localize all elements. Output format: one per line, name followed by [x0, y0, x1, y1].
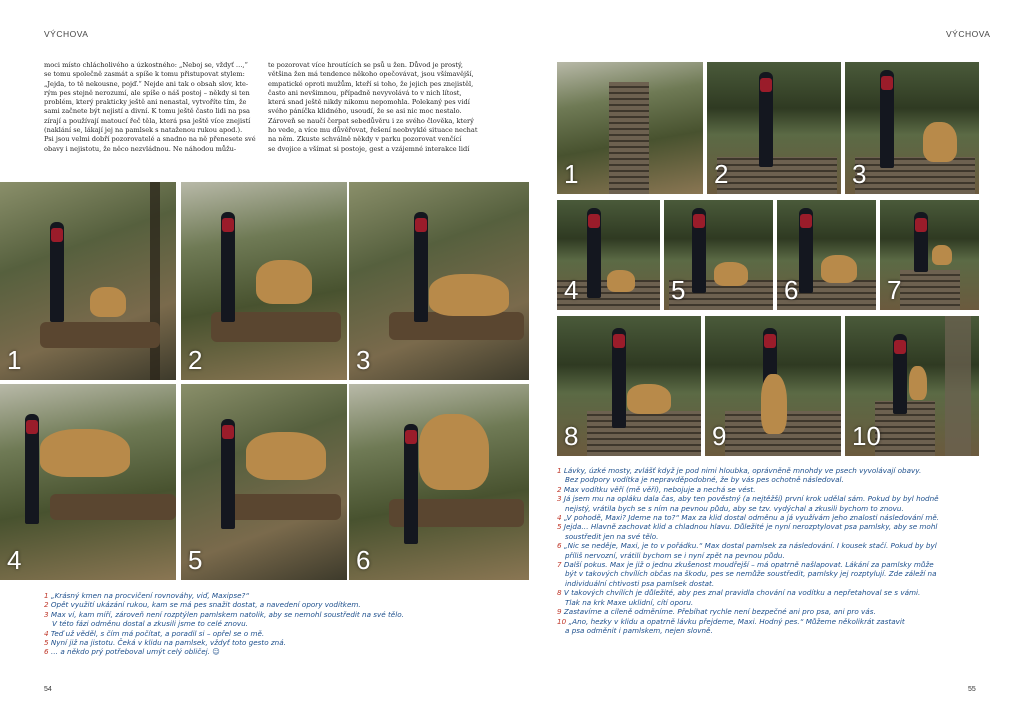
caption-text: soustředit jen na své tělo.: [565, 531, 659, 541]
caption-number: 3: [44, 609, 49, 619]
caption-line: [557, 607, 987, 616]
caption-line: [557, 579, 987, 588]
caption-line: [557, 626, 987, 635]
caption-text: „Ano, hezky v klidu a opatrně lávku přejdeme, Maxi. Hodný pes.“ Můžeme několikrát zastavit: [566, 616, 905, 626]
caption-line: [557, 598, 987, 607]
caption-line: [557, 588, 987, 597]
caption-line: [557, 522, 987, 531]
photo-number: 2: [714, 159, 729, 189]
caption-number: 1: [44, 591, 49, 600]
photo-number: 9: [712, 421, 727, 451]
photo-right-2: [707, 62, 841, 194]
caption-text: V této fázi odměnu dostal a zkusili jsme to celé znovu.: [52, 619, 248, 629]
caption-line: [557, 485, 987, 494]
caption-text: Max ví, kam míří, zároveň není rozptýlen pamlskem natolik, aby se nemohl soustředit na své tělo.: [48, 609, 404, 619]
text-line: ho vede, a více mu důvěřovat, řešení neobvyklé situace nechat: [268, 126, 478, 135]
caption-line: [44, 600, 504, 609]
photo-right-3: [845, 62, 979, 194]
caption-number: 2: [557, 484, 562, 494]
caption-number: 4: [557, 513, 562, 523]
text-line: sami začnete být nejistí a divní. K tomu ještě často lidi na psa: [44, 107, 250, 116]
photo-number: 1: [7, 345, 22, 375]
photo-right-8: [557, 316, 701, 456]
caption-text: Max vodítku věří (mě věří), nebojuje a nechá se vést.: [561, 484, 756, 494]
text-line: moci místo chlácholivého a úzkostného: „Neboj se, vždyť …,“: [44, 61, 248, 69]
caption-number: 10: [557, 616, 567, 626]
photo-left-2: [181, 182, 347, 380]
photo-right-9: [705, 316, 841, 456]
photo-number: 10: [852, 421, 881, 451]
photo-right-10: [845, 316, 979, 456]
caption-line: [557, 569, 987, 578]
caption-text: „V pohodě, Maxi? Jdeme na to?“ Max za klid dostal odměnu a já využívám jeho znalosti následování mě.: [561, 513, 940, 523]
caption-text: Zastavíme a cíleně odměníme. Přebíhat rychle není bezpečné ani pro psa, ani pro vás.: [561, 607, 876, 617]
body-text-column-1: [44, 61, 256, 154]
caption-line: [44, 647, 504, 656]
photo-number: 5: [188, 545, 203, 575]
caption-text: individuální chtivosti psa pamlsek dostat.: [565, 578, 715, 588]
caption-text: Tlak na krk Maxe uklidní, cítí oporu.: [565, 597, 694, 607]
caption-text: Bez podpory vodítka je nepravděpodobné, že by vás pes ochotně následoval.: [565, 475, 844, 485]
caption-number: 6: [44, 647, 49, 657]
caption-line: [44, 591, 504, 600]
text-line: se dvojice a všímat si postoje, gest a vzájemné interakce lidí: [268, 144, 470, 153]
text-line: na něm. Zkuste schválně někdy v parku pozorovat venčící: [268, 135, 462, 144]
text-line: problém, který prakticky ještě ani nenastal, vytvoříte tím, že: [44, 98, 247, 107]
caption-line: [44, 619, 504, 628]
photo-number: 1: [564, 159, 579, 189]
photo-number: 2: [188, 345, 203, 375]
caption-text: Teď už věděl, s čím má počítat, a poradil si – opřel se o mě.: [48, 628, 265, 638]
text-line: „Jejda, to tě nekousne, pojď.“ Nejde ani tak o obsah slov, kte-: [44, 79, 249, 88]
text-line: zírají a používají matoucí řeč těla, která psa ještě více znejistí: [44, 116, 251, 125]
text-line: obavy i nejistotu, že něco nezvládnou. Ne náhodou můžu-: [44, 144, 237, 153]
photo-number: 7: [887, 275, 902, 305]
caption-number: 2: [44, 600, 49, 610]
photo-right-7: [880, 200, 979, 310]
section-header-left: VÝCHOVA: [44, 29, 89, 39]
text-line: která snad ještě nikdy nikomu nepomohla. Polekaný pes vidí: [268, 98, 470, 107]
text-line: často ani nevšimnou, případně nevyvolává to v nich lítost,: [268, 88, 462, 97]
caption-line: [557, 504, 987, 513]
photo-number: 6: [356, 545, 371, 575]
caption-number: 9: [557, 607, 562, 617]
caption-text: Já jsem mu na opláku dala čas, aby ten pověstný (a nejtěžší) první krok udělal sám. Pokud by byl hodně: [561, 494, 939, 504]
caption-number: 1: [557, 466, 562, 475]
caption-line: [557, 466, 987, 475]
caption-number: 5: [44, 638, 49, 648]
caption-number: 8: [557, 588, 562, 598]
caption-text: být v takových chvílích občas na škodu, pes se nemůže soustředit, pamlsky jej rozptylují. Zde záleží na: [565, 569, 937, 579]
photo-number: 3: [356, 345, 371, 375]
photo-captions-left: [44, 591, 504, 657]
photo-left-3: [349, 182, 529, 380]
caption-number: 5: [557, 522, 562, 532]
text-line: te pozorovat více hroutících se psů u žen. Důvod je prostý,: [268, 61, 463, 69]
caption-line: [557, 560, 987, 569]
caption-text: Opět využití ukázání rukou, kam se má pes snažit dostat, a navedení opory vodítkem.: [48, 600, 361, 610]
caption-line: [557, 541, 987, 550]
caption-text: Další pokus. Max je již o jednu zkušenost moudřejší – má opatrně našlapovat. Lákání za pamlsky může: [561, 560, 934, 570]
caption-line: [44, 610, 504, 619]
photo-left-1: [0, 182, 176, 380]
caption-text: … a někdo prý potřeboval umýt celý obličej. ☺: [48, 647, 220, 657]
photo-left-5: [181, 384, 347, 580]
caption-line: [557, 494, 987, 503]
photo-number: 4: [7, 545, 22, 575]
caption-number: 4: [44, 628, 49, 638]
text-line: empatické oproti mužům, kteří si toho, že jejich pes znejistěl,: [268, 79, 474, 88]
caption-line: [557, 513, 987, 522]
caption-line: [44, 638, 504, 647]
caption-text: Lávky, úzké mosty, zvlášť když je pod nimi hloubka, oprávněně mnohdy ve psech vyvolávají obavy.: [561, 466, 922, 475]
page-number-right: 55: [968, 686, 976, 693]
caption-text: V takových chvílích je důležité, aby pes znal pravidla chování na vodítku a nepřetahoval se s vámi.: [561, 588, 921, 598]
text-line: většina žen má tendence někoho opečovávat, jsou všímavější,: [268, 70, 474, 79]
caption-line: [44, 629, 504, 638]
photo-right-6: [777, 200, 876, 310]
photo-right-5: [664, 200, 773, 310]
caption-text: „Nic se neděje, Maxi, je to v pořádku.“ Max dostal pamlsek za následování. I kousek stačí. Pokud by byl: [561, 541, 937, 551]
caption-text: Nyní již na jistotu. Čeká v klidu na pamlsek, vždyť toto gesto zná.: [48, 638, 286, 648]
text-line: Psi jsou velmi dobří pozorovatelé a snadno na ně přenesete své: [44, 135, 256, 144]
photo-right-4: [557, 200, 660, 310]
photo-number: 6: [784, 275, 799, 305]
caption-text: nejistý, vrátila bych se s ním na pevnou půdu, aby se tzv. vydýchal a zkusili bychom to znovu.: [565, 503, 904, 513]
photo-number: 5: [671, 275, 686, 305]
caption-line: [557, 617, 987, 626]
photo-captions-right: [557, 466, 987, 635]
caption-line: [557, 532, 987, 541]
caption-text: „Krásný kmen na procvičení rovnováhy, viď, Maxipse?“: [48, 591, 250, 600]
photo-left-6: [349, 384, 529, 580]
caption-number: 6: [557, 541, 562, 551]
caption-text: Jejda… Hlavně zachovat klid a chladnou hlavu. Důležité je nyní nerozptylovat psa pamlsky, aby se mohl: [561, 522, 938, 532]
photo-number: 3: [852, 159, 867, 189]
caption-line: [557, 551, 987, 560]
photo-number: 4: [564, 275, 579, 305]
caption-number: 3: [557, 494, 562, 504]
caption-text: příliš nervozní, vrátili bychom se i nyní zpět na pevnou půdu.: [565, 550, 785, 560]
text-line: svého páníčka klidného, usoudí, že se asi nic moc nestalo.: [268, 107, 462, 116]
page-number-left: 54: [44, 686, 52, 693]
photo-left-4: [0, 384, 176, 580]
text-line: se tomu společně zasmát a spíše k tomu přistupovat stylem:: [44, 70, 245, 79]
photo-number: 8: [564, 421, 579, 451]
photo-right-1: [557, 62, 703, 194]
caption-text: a psa odměnit i pamlskem, nejen slovně.: [565, 625, 713, 635]
text-line: rým pes stejně nerozumí, ale spíše o náš postoj – někdy si ten: [44, 88, 250, 97]
body-text-column-2: [268, 61, 480, 154]
section-header-right: VÝCHOVA: [946, 29, 991, 39]
caption-number: 7: [557, 560, 562, 570]
text-line: (naklání se, lákají jej na pamlsek s nataženou rukou apod.).: [44, 126, 243, 135]
caption-line: [557, 475, 987, 484]
text-line: Zároveň se naučí čerpat sebedůvěru i ze svého člověka, který: [268, 116, 474, 125]
